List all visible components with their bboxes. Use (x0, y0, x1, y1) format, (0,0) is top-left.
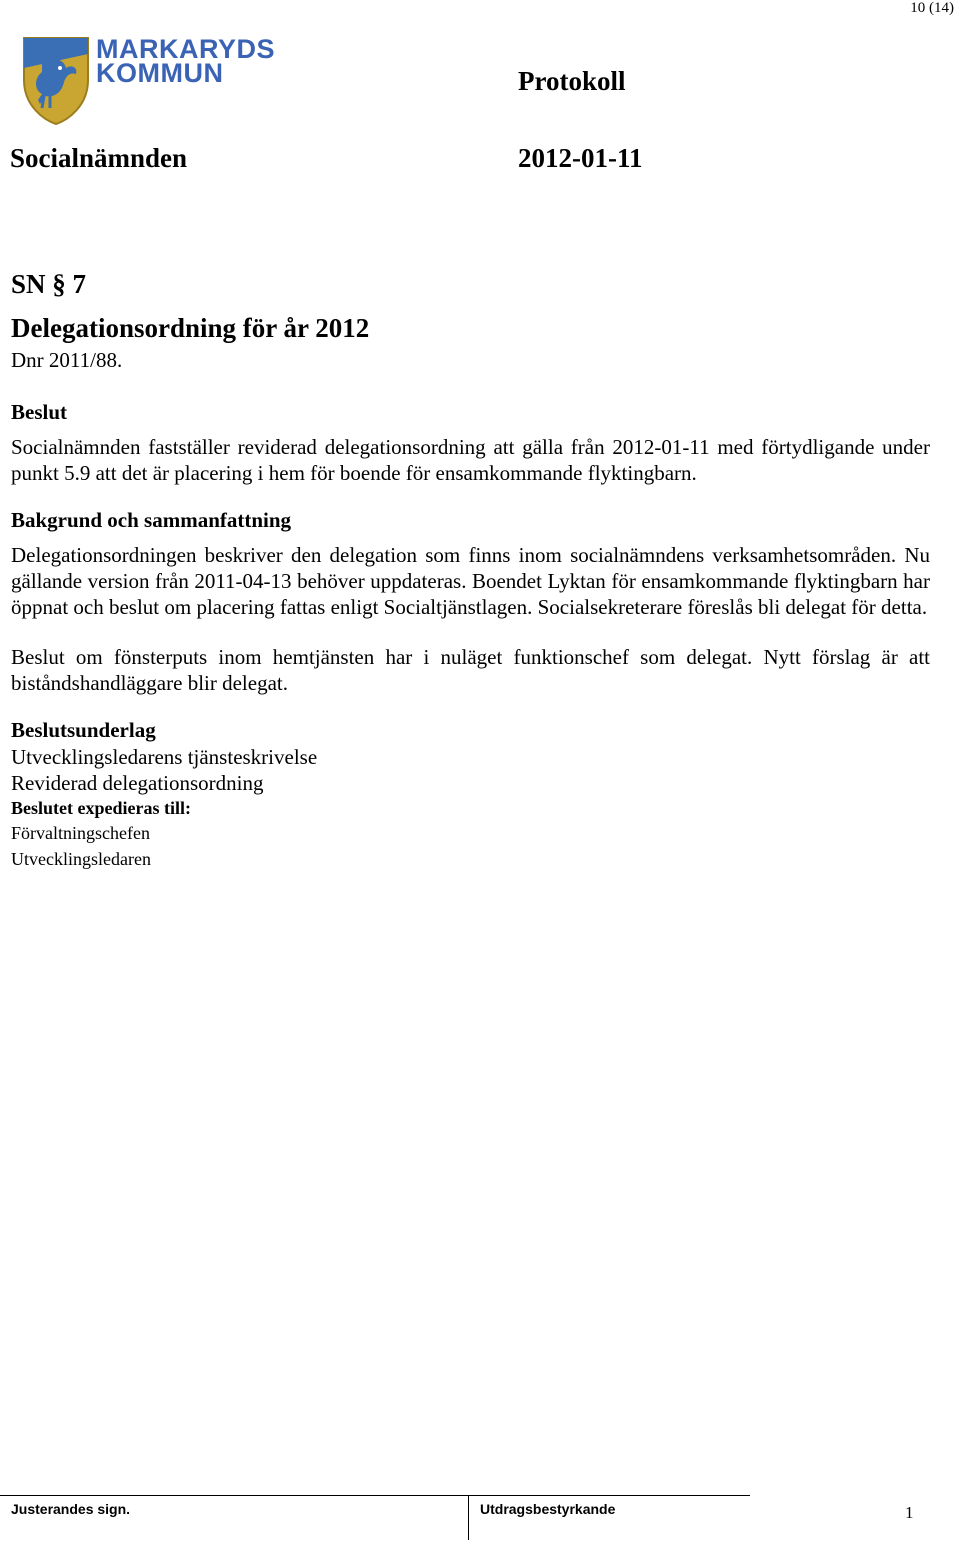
basis-heading: Beslutsunderlag (11, 718, 156, 742)
footer-rule (0, 1495, 750, 1496)
dispatch-item: Förvaltningschefen (11, 823, 150, 843)
background-heading: Bakgrund och sammanfattning (11, 508, 292, 532)
decision-text: Socialnämnden fastställer reviderad delegationsordning att gälla från 2012-01-11 med förtydligande under punkt 5.9 att det är placering i hem för boende för ensamkommande flyktingbarn. (11, 435, 930, 485)
document-date: 2012-01-11 (518, 143, 643, 173)
section-title: Delegationsordning för år 2012 (11, 313, 370, 343)
background-text-2: Beslut om fönsterputs inom hemtjänsten har i nuläget funktionschef som delegat. Nytt förslag är att biståndshandläggare blir delegat. (11, 645, 930, 695)
basis-item: Utvecklingsledarens tjänsteskrivelse (11, 745, 318, 769)
certification-label: Utdragsbestyrkande (480, 1501, 616, 1517)
logo-text-line2: KOMMUN (96, 58, 224, 88)
footer-page-number: 1 (905, 1503, 914, 1522)
coat-of-arms-icon (20, 34, 92, 126)
signature-label: Justerandes sign. (11, 1501, 131, 1517)
document-type: Protokoll (518, 66, 626, 96)
dispatch-heading: Beslutet expedieras till: (11, 798, 191, 818)
organization-name: Socialnämnden (10, 143, 188, 173)
municipality-logo (20, 34, 312, 126)
logo-text-line1: MARKARYDS (96, 34, 275, 64)
paragraph-number: SN § 7 (11, 269, 87, 299)
protocol-section (11, 266, 930, 872)
case-number: Dnr 2011/88. (11, 348, 123, 372)
background-text-1: Delegationsordningen beskriver den delegation som finns inom socialnämndens verksamhetsområden. Nu gällande version från 2011-04-13 behöver uppdateras. Boendet Lyktan för ensamkommande flyktingbarn har öppnat och beslut om placering fattas enligt Socialtjänstlagen. Socialsekreterare föreslås bli delegat för detta. (11, 543, 930, 619)
basis-item: Reviderad delegationsordning (11, 771, 264, 795)
decision-heading: Beslut (11, 400, 68, 424)
page-number: 10 (14) (910, 0, 954, 16)
dispatch-item: Utvecklingsledaren (11, 849, 151, 869)
footer-divider (468, 1495, 469, 1540)
